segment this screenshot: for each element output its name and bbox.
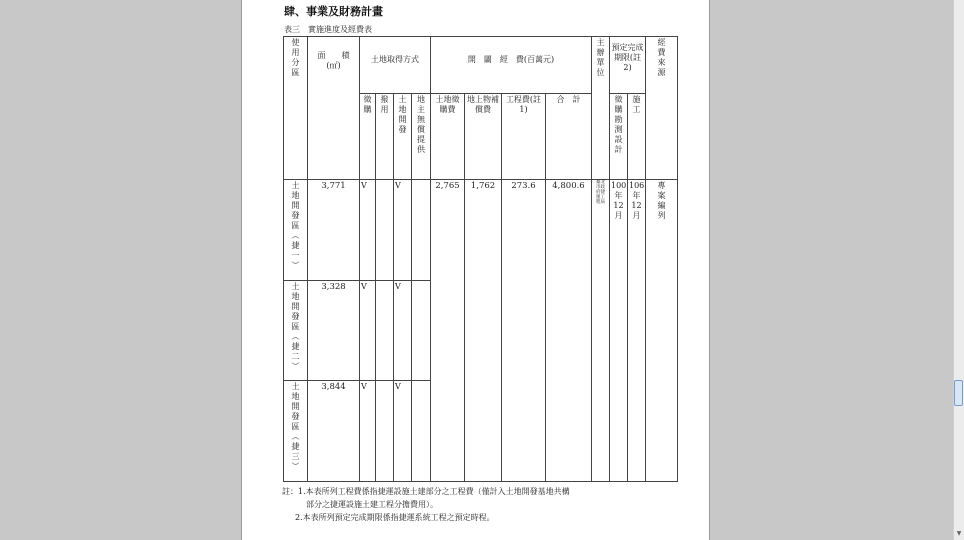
land-dev-cell: V: [394, 281, 412, 381]
table-notes: [282, 485, 682, 524]
header-schedule: 預定完成期限(註2): [610, 37, 646, 94]
header-funding: 經 費 來 源: [646, 37, 678, 180]
header-land-cost: 土地徵購費: [431, 94, 465, 180]
zone-cell: 土 地 開 發 區 ︵ 捷 三 ︶: [284, 381, 308, 482]
header-area: 面 積 (㎡): [308, 37, 360, 180]
header-survey: 徵 購 勘 測 設 計: [610, 94, 628, 180]
construction-cell: 273.6: [502, 180, 546, 482]
expropriation-cell: V: [360, 281, 376, 381]
allocation-cell: [376, 381, 394, 482]
header-agency: 主 辦 單 位: [592, 37, 610, 180]
schedule-cost-table: [283, 36, 678, 482]
header-cost: 開 闢 經 費(百萬元): [431, 37, 592, 94]
header-construction: 工程費(註1): [502, 94, 546, 180]
funding-cell: 專 案 編 列: [646, 180, 678, 482]
header-total: 合 計: [546, 94, 592, 180]
section-heading: 肆、事業及財務計畫: [284, 5, 383, 18]
donation-cell: [412, 180, 431, 281]
compensation-cell: 1,762: [465, 180, 502, 482]
agency-cell: 臺北 市政 府捷 運工 程局: [592, 180, 610, 482]
header-donation: 地 主 無 償 提 供: [412, 94, 431, 180]
survey-deadline-cell: 100 年 12 月: [610, 180, 628, 482]
build-deadline-cell: 106 年 12 月: [628, 180, 646, 482]
zone-cell: 土 地 開 發 區 ︵ 捷 一 ︶: [284, 180, 308, 281]
area-cell: 3,328: [308, 281, 360, 381]
header-row-1: [284, 37, 678, 94]
note-2: 2.本表所列預定完成期限係指捷運系統工程之預定時程。: [295, 513, 495, 522]
table-row: [284, 180, 678, 281]
header-expropriation: 徵 購: [360, 94, 376, 180]
area-cell: 3,844: [308, 381, 360, 482]
header-land-method: 土地取得方式: [360, 37, 431, 94]
zone-cell: 土 地 開 發 區 ︵ 捷 二 ︶: [284, 281, 308, 381]
expropriation-cell: V: [360, 381, 376, 482]
document-page: [241, 0, 710, 540]
allocation-cell: [376, 281, 394, 381]
expropriation-cell: V: [360, 180, 376, 281]
land-dev-cell: V: [394, 180, 412, 281]
header-zone: 使 用 分 區: [284, 37, 308, 180]
header-build: 施 工: [628, 94, 646, 180]
header-land-dev: 土 地 開 發: [394, 94, 412, 180]
allocation-cell: [376, 180, 394, 281]
header-compensation: 地上物補償費: [465, 94, 502, 180]
note-1: 註：1.本表所列工程費係指捷運設施土建部分之工程費（僅計入土地開發基地共構: [282, 487, 570, 496]
total-cell: 4,800.6: [546, 180, 592, 482]
vertical-scrollbar[interactable]: [953, 0, 964, 540]
land-cost-cell: 2,765: [431, 180, 465, 482]
land-dev-cell: V: [394, 381, 412, 482]
note-1-continued: 部分之捷運設施土建工程分擔費用）。: [306, 500, 438, 509]
donation-cell: [412, 381, 431, 482]
donation-cell: [412, 281, 431, 381]
scrollbar-thumb[interactable]: [954, 380, 963, 406]
area-cell: 3,771: [308, 180, 360, 281]
table-caption: 表三 實施進度及經費表: [284, 25, 372, 34]
header-allocation: 撥 用: [376, 94, 394, 180]
scroll-down-arrow-icon[interactable]: ▼: [956, 530, 962, 537]
